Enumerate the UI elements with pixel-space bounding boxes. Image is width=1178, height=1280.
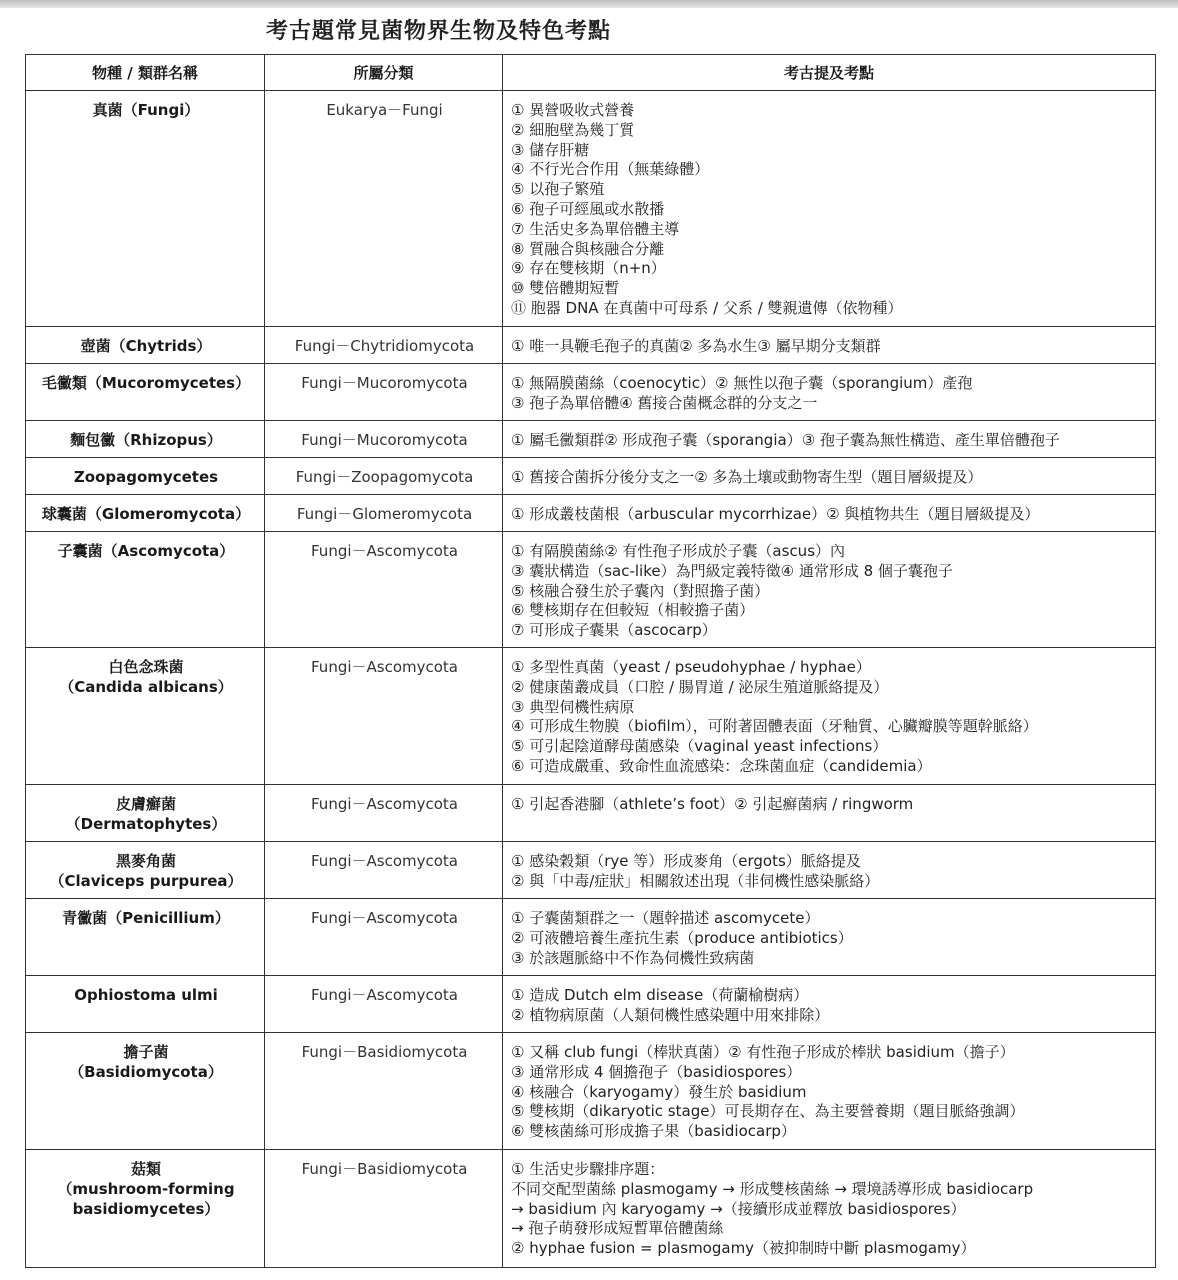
exam-points-cell <box>503 532 1156 648</box>
table-row <box>26 785 1156 842</box>
exam-point-line: ③ 儲存肝糖 <box>511 140 590 159</box>
taxonomy-cell: Fungi－Basidiomycota <box>265 1033 503 1150</box>
exam-point-line: ① 又稱 club fungi（棒狀真菌）② 有性孢子形成於棒狀 basidium（擔子） <box>511 1043 1015 1061</box>
exam-point-line: ① 感染穀類（rye 等）形成麥角（ergots）脈絡提及 <box>511 852 861 870</box>
taxonomy-cell: Fungi－Glomeromycota <box>265 495 503 532</box>
species-name-cell <box>26 364 265 421</box>
species-name-line: 真菌（Fungi） <box>92 101 200 119</box>
species-name-cell <box>26 495 265 532</box>
exam-point-line: ⑤ 可引起陰道酵母菌感染（vaginal yeast infections） <box>511 737 888 756</box>
exam-point-line: ⑥ 雙核菌絲可形成擔子果（basidiocarp） <box>511 1122 796 1141</box>
taxonomy-cell: Fungi－Ascomycota <box>265 842 503 899</box>
species-name-cell <box>26 648 265 785</box>
exam-point-line: ① 造成 Dutch elm disease（荷蘭榆樹病） <box>511 986 809 1004</box>
exam-point-line: ③ 於該題脈絡中不作為伺機性致病菌 <box>511 948 755 967</box>
exam-point-line: ⑪ 胞器 DNA 在真菌中可母系 / 父系 / 雙親遺傳（依物種） <box>511 298 903 317</box>
exam-point-line: ① 生活史步驟排序題： <box>511 1160 665 1178</box>
exam-point-line: ⑦ 可形成子囊果（ascocarp） <box>511 621 717 640</box>
page-title: 考古題常見菌物界生物及特色考點 <box>266 19 612 44</box>
exam-point-line: ④ 核融合（karyogamy）發生於 basidium <box>511 1082 807 1101</box>
species-name-line: 擔子菌 <box>123 1043 169 1061</box>
taxonomy-cell: Eukarya－Fungi <box>265 91 503 327</box>
exam-points-cell <box>503 495 1156 532</box>
table-row <box>26 532 1156 648</box>
exam-point-line: ③ 典型伺機性病原 <box>511 697 635 716</box>
exam-points-cell <box>503 648 1156 785</box>
taxonomy-cell: Fungi－Ascomycota <box>265 532 503 648</box>
exam-point-line: ④ 可形成生物膜（biofilm），可附著固體表面（牙釉質、心臟瓣膜等題幹脈絡） <box>511 717 1038 736</box>
top-edge-bar <box>0 0 1178 8</box>
exam-point-line: ⑥ 孢子可經風或水散播 <box>511 199 665 218</box>
table-row <box>26 364 1156 421</box>
header-species: 物種 / 類群名稱 <box>26 55 265 91</box>
exam-point-line: ③ 孢子為單倍體④ 舊接合菌概念群的分支之一 <box>511 393 818 412</box>
exam-points-cell <box>503 327 1156 364</box>
table-row <box>26 458 1156 495</box>
table-row <box>26 327 1156 364</box>
exam-point-line: ③ 通常形成 4 個擔孢子（basidiospores） <box>511 1062 802 1081</box>
exam-points-cell <box>503 1150 1156 1268</box>
fungi-table <box>25 54 1156 1268</box>
exam-point-line: ⑤ 雙核期（dikaryotic stage）可長期存在、為主要營養期（題目脈絡強調） <box>511 1102 1025 1121</box>
exam-points-cell <box>503 785 1156 842</box>
exam-points-cell <box>503 1033 1156 1150</box>
header-taxon: 所屬分類 <box>265 55 503 91</box>
species-name-cell <box>26 1150 265 1268</box>
exam-points-cell <box>503 458 1156 495</box>
species-name-line: 壺菌（Chytrids） <box>80 337 212 355</box>
species-name-line: 子囊菌（Ascomycota） <box>57 542 235 560</box>
exam-point-line: ⑨ 存在雙核期（n+n） <box>511 259 666 278</box>
exam-point-line: ③ 囊狀構造（sac-like）為門級定義特徵④ 通常形成 8 個子囊孢子 <box>511 561 953 580</box>
species-name-line: 皮膚癬菌 <box>115 795 176 813</box>
species-name-cell <box>26 421 265 458</box>
species-name-cell <box>26 842 265 899</box>
exam-point-line: ② 健康菌叢成員（口腔 / 腸胃道 / 泌尿生殖道脈絡提及） <box>511 677 889 696</box>
table-row <box>26 1150 1156 1268</box>
exam-point-line: ② hyphae fusion = plasmogamy（被抑制時中斷 plasmogamy） <box>511 1239 976 1258</box>
exam-point-line: ① 唯一具鞭毛孢子的真菌② 多為水生③ 屬早期分支類群 <box>511 337 881 355</box>
species-name-cell <box>26 327 265 364</box>
species-name-line: Ophiostoma ulmi <box>74 986 218 1004</box>
species-name-line: 毛黴類（Mucoromycetes） <box>41 374 251 392</box>
species-name-line: （Claviceps purpurea） <box>49 871 243 890</box>
exam-points-cell <box>503 842 1156 899</box>
exam-point-line: ⑥ 雙核期存在但較短（相較擔子菌） <box>511 601 755 620</box>
species-name-cell <box>26 785 265 842</box>
exam-point-line: ① 有隔膜菌絲② 有性孢子形成於子囊（ascus）內 <box>511 542 846 560</box>
species-name-cell <box>26 1033 265 1150</box>
exam-point-line: 不同交配型菌絲 plasmogamy → 形成雙核菌絲 → 環境誘導形成 basidiocarp <box>511 1179 1034 1198</box>
species-name-line: （mushroom-forming <box>57 1179 235 1198</box>
exam-point-line: ① 引起香港腳（athlete’s foot）② 引起癬菌病 / ringworm <box>511 795 914 813</box>
species-name-cell <box>26 899 265 976</box>
species-name-cell <box>26 458 265 495</box>
exam-point-line: ① 多型性真菌（yeast / pseudohyphae / hyphae） <box>511 658 871 676</box>
header-points: 考古提及考點 <box>503 55 1156 91</box>
table-row <box>26 421 1156 458</box>
exam-points-cell <box>503 91 1156 327</box>
table-row <box>26 899 1156 976</box>
exam-point-line: ② 與「中毒/症狀」相關敘述出現（非伺機性感染脈絡） <box>511 871 880 890</box>
exam-points-cell <box>503 421 1156 458</box>
taxonomy-cell: Fungi－Mucoromycota <box>265 421 503 458</box>
exam-point-line: ① 子囊菌類群之一（題幹描述 ascomycete） <box>511 909 820 927</box>
taxonomy-cell: Fungi－Ascomycota <box>265 976 503 1033</box>
exam-point-line: ⑤ 核融合發生於子囊內（對照擔子菌） <box>511 581 770 600</box>
table-row <box>26 495 1156 532</box>
exam-point-line: ① 屬毛黴類群② 形成孢子囊（sporangia）③ 孢子囊為無性構造、產生單倍體孢子 <box>511 431 1060 449</box>
species-name-line: （Basidiomycota） <box>69 1062 223 1081</box>
exam-point-line: ① 無隔膜菌絲（coenocytic）② 無性以孢子囊（sporangium）產孢 <box>511 374 973 392</box>
species-name-line: 球囊菌（Glomeromycota） <box>41 505 251 523</box>
species-name-line: 麵包黴（Rhizopus） <box>70 431 222 449</box>
exam-point-line: ② 植物病原菌（人類伺機性感染題中用來排除） <box>511 1005 830 1024</box>
exam-point-line: ⑦ 生活史多為單倍體主導 <box>511 219 680 238</box>
species-name-line: basidiomycetes） <box>72 1199 220 1218</box>
exam-point-line: → basidium 內 karyogamy →（接續形成並釋放 basidiospores） <box>511 1199 966 1218</box>
table-row <box>26 976 1156 1033</box>
species-name-line: Zoopagomycetes <box>73 468 219 486</box>
species-name-cell <box>26 976 265 1033</box>
exam-point-line: → 孢子萌發形成短暫單倍體菌絲 <box>511 1219 724 1238</box>
exam-point-line: ② 可液體培養生產抗生素（produce antibiotics） <box>511 928 853 947</box>
exam-point-line: ⑥ 可造成嚴重、致命性血流感染：念珠菌血症（candidemia） <box>511 756 932 775</box>
table-row <box>26 91 1156 327</box>
species-name-line: 菇類 <box>130 1160 161 1178</box>
exam-points-cell <box>503 976 1156 1033</box>
taxonomy-cell: Fungi－Mucoromycota <box>265 364 503 421</box>
exam-point-line: ① 異營吸收式營養 <box>511 101 635 119</box>
exam-point-line: ⑧ 質融合與核融合分離 <box>511 239 665 258</box>
exam-points-cell <box>503 899 1156 976</box>
table-row <box>26 842 1156 899</box>
exam-point-line: ⑩ 雙倍體期短暫 <box>511 279 620 298</box>
species-name-line: 青黴菌（Penicillium） <box>62 909 230 927</box>
exam-point-line: ④ 不行光合作用（無葉綠體） <box>511 160 710 179</box>
taxonomy-cell: Fungi－Chytridiomycota <box>265 327 503 364</box>
taxonomy-cell: Fungi－Basidiomycota <box>265 1150 503 1268</box>
taxonomy-cell: Fungi－Ascomycota <box>265 785 503 842</box>
species-name-line: 白色念珠菌 <box>108 658 184 676</box>
taxonomy-cell: Fungi－Ascomycota <box>265 899 503 976</box>
table-row <box>26 648 1156 785</box>
species-name-cell <box>26 91 265 327</box>
exam-point-line: ① 形成叢枝菌根（arbuscular mycorrhizae）② 與植物共生（題目層級提及） <box>511 505 1040 523</box>
species-name-line: （Candida albicans） <box>59 677 233 696</box>
taxonomy-cell: Fungi－Zoopagomycota <box>265 458 503 495</box>
exam-point-line: ① 舊接合菌拆分後分支之一② 多為土壤或動物寄生型（題目層級提及） <box>511 468 983 486</box>
species-name-line: 黑麥角菌 <box>115 852 176 870</box>
taxonomy-cell: Fungi－Ascomycota <box>265 648 503 785</box>
table-row <box>26 1033 1156 1150</box>
exam-points-cell <box>503 364 1156 421</box>
species-name-cell <box>26 532 265 648</box>
header-row <box>26 55 1156 91</box>
exam-point-line: ⑤ 以孢子繁殖 <box>511 180 605 199</box>
species-name-line: （Dermatophytes） <box>65 814 227 833</box>
exam-point-line: ② 細胞壁為幾丁質 <box>511 120 635 139</box>
